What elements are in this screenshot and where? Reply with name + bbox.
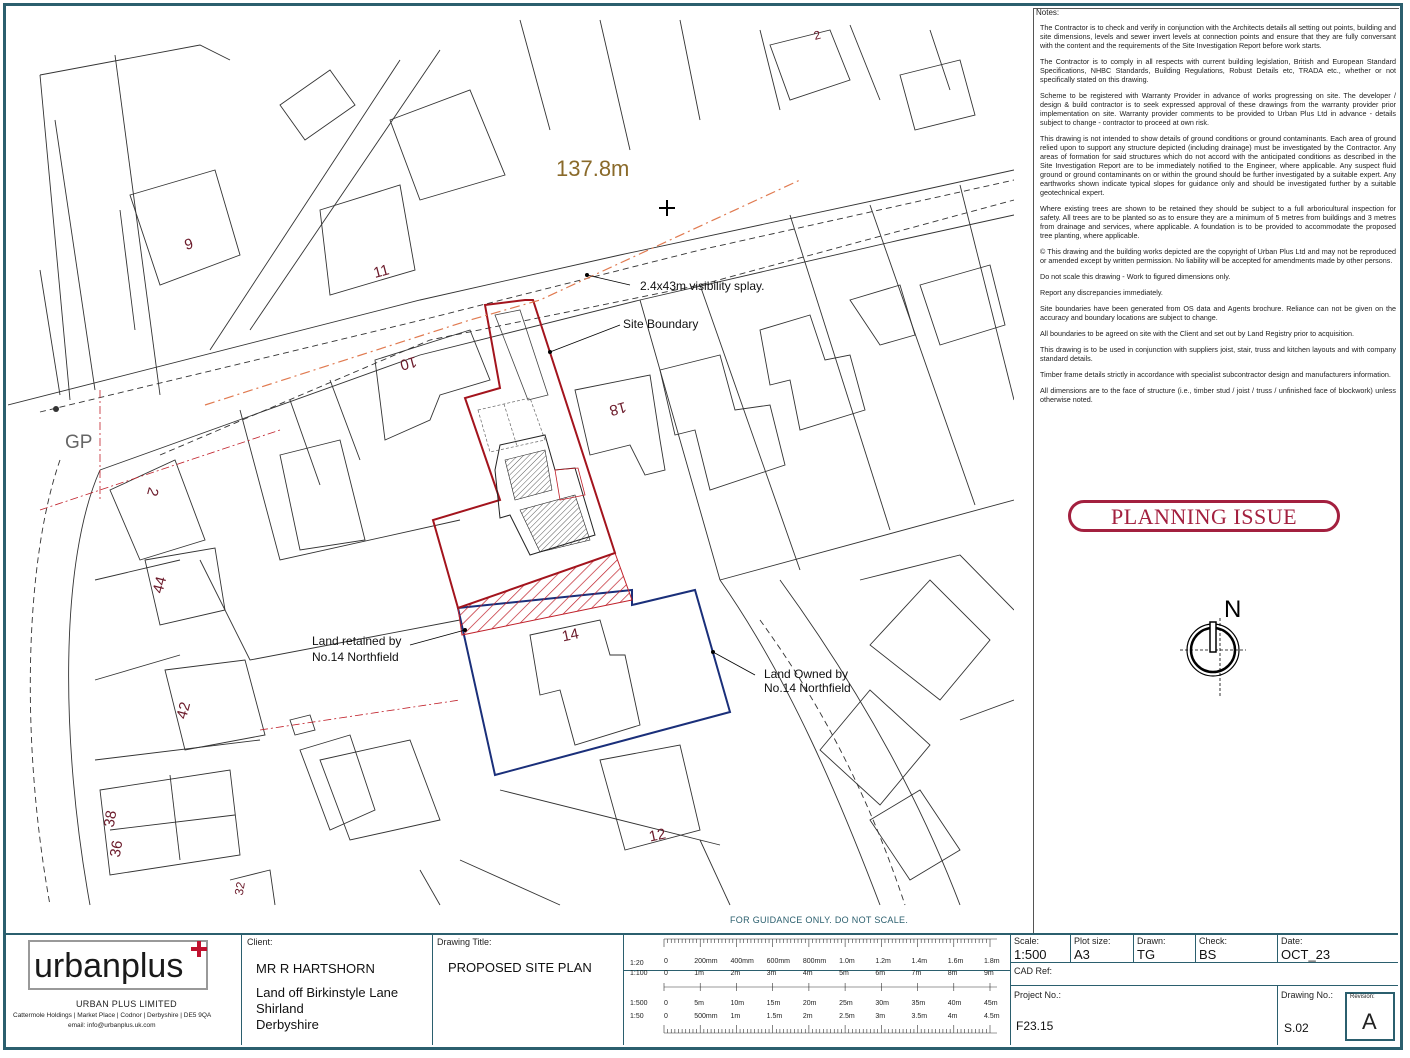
- scale-tick-label: 2m: [802, 1013, 813, 1020]
- note-paragraph: Do not scale this drawing - Work to figured dimensions only.: [1040, 272, 1231, 281]
- road-edge-south: [100, 215, 1014, 470]
- scale-tick-label: 45m: [984, 1000, 998, 1007]
- road-curve-west-dash: [30, 460, 60, 905]
- scale-tick-label: 1.4m: [911, 958, 928, 965]
- house-number: 44: [149, 574, 171, 596]
- scale-tick-label: 30m: [875, 1000, 889, 1007]
- scale-tick-label: 20m: [802, 1000, 817, 1007]
- note-paragraph: This drawing is not intended to show details of ground conditions or ground contaminants. Each area of ground relied upon to support any structure depicted (including drainage) must be investigated by the Contractor. Any areas of formation for said structures which do not accord with the anticipated conditions as described in the Site Investigation Report are to be immediately notified to the Engineer, where applicable. Any suspect fluid ground or ground contaminants on or within the ground should be further investigated by a suitable expert. Any earthworks shown indicate typical slopes for guidance only and should be investigated further by a suitable geotechnical expert.: [1040, 134, 1396, 197]
- notes-divider: [1033, 8, 1034, 933]
- gp-label: GP: [65, 432, 93, 453]
- scale-value: 1:500: [1014, 947, 1047, 962]
- check-label: Check:: [1199, 936, 1228, 946]
- scale-tick-label: 35m: [911, 1000, 926, 1007]
- company-name: URBAN PLUS LIMITED: [76, 999, 177, 1009]
- site-address-line1: Land off Birkinstyle Lane: [256, 985, 399, 1000]
- height-marker: [659, 200, 675, 216]
- gp-point: [53, 406, 59, 412]
- client-label: Client:: [247, 937, 273, 947]
- note-paragraph: This drawing is to be used in conjunction with suppliers joist, stair, truss and kitchen layouts and with company standard details.: [1040, 345, 1396, 363]
- drawing-title: PROPOSED SITE PLAN: [448, 960, 592, 975]
- company-logo: [34, 947, 183, 986]
- logo-plus-icon: [190, 940, 208, 958]
- house-18: [575, 375, 665, 475]
- scale-tick-label: 1m: [694, 970, 704, 977]
- scale-tick-label: 600mm: [766, 958, 791, 965]
- house-number: 12: [647, 825, 668, 846]
- note-paragraph: Where existing trees are shown to be retained they should be subject to a full arboricultural inspection for safety. All trees are to be planted so as to ensure they are a minimum of 5 metres from buildings and 3 metres from drainage and services, where applicable. A foundation is to be provided to accommodate the proposed tree planting, where applicable.: [1040, 204, 1396, 240]
- site-boundary: [433, 300, 615, 608]
- scale-tick-label: 5m: [694, 1000, 704, 1007]
- revision-value: A: [1362, 1009, 1377, 1034]
- scale-row-label: 1:100: [630, 970, 648, 977]
- scale-tick-label: 1.6m: [947, 958, 964, 965]
- scale-tick-label: 25m: [839, 1000, 853, 1007]
- road-curve-west: [69, 470, 100, 905]
- scale-tick-label: 3m: [875, 1013, 886, 1020]
- house-number: 9: [182, 235, 196, 254]
- client-name: MR R HARTSHORN: [256, 961, 375, 976]
- scale-tick-label: 4m: [802, 970, 813, 977]
- land-retained-hatch: [458, 553, 632, 635]
- scale-tick-label: 0: [664, 958, 668, 965]
- drawing-no-value: S.02: [1284, 1021, 1309, 1035]
- house-14: [530, 620, 640, 745]
- scale-tick-label: 1.2m: [875, 958, 891, 965]
- drawing-no-label: Drawing No.:: [1281, 990, 1334, 1000]
- scale-tick-label: 2.5m: [839, 1013, 855, 1020]
- scale-row-label: 1:50: [630, 1013, 644, 1020]
- house-number: 2: [812, 27, 823, 43]
- scale-tick-label: 0: [664, 970, 668, 977]
- house-number: 11: [371, 261, 392, 282]
- scale-tick-label: 5m: [839, 970, 849, 977]
- site-boundary-label: Site Boundary: [623, 317, 699, 331]
- road-curve-east-dash: [760, 620, 905, 905]
- leader-visibility: [587, 275, 630, 285]
- scale-tick-label: 2m: [730, 970, 741, 977]
- scale-tick-label: 10m: [730, 1000, 745, 1007]
- scale-tick-label: 0: [664, 1000, 668, 1007]
- house-number: 10: [398, 352, 419, 374]
- scale-tick-label: 7m: [911, 970, 922, 977]
- site-address-line2: Shirland: [256, 1001, 304, 1016]
- house-number: 32: [231, 880, 248, 897]
- project-no-value: F23.15: [1016, 1019, 1054, 1033]
- lane-a: [210, 60, 400, 350]
- leader-land-retained: [410, 630, 465, 645]
- scale-tick-label: 8m: [947, 970, 958, 977]
- road-curve-east: [720, 580, 880, 905]
- drawn-value: TG: [1137, 947, 1156, 962]
- plot-size-label: Plot size:: [1074, 936, 1111, 946]
- scale-tick-label: 1m: [730, 1013, 741, 1020]
- leader-site-boundary: [550, 325, 620, 352]
- building-9: [130, 170, 240, 285]
- cad-ref-label: CAD Ref:: [1014, 966, 1053, 976]
- scale-tick-label: 15m: [766, 1000, 781, 1007]
- scale-tick-label: 200mm: [694, 958, 718, 965]
- north-label: N: [1224, 596, 1242, 623]
- scale-tick-label: 0: [664, 1013, 668, 1020]
- north-arrow-icon: [1180, 618, 1250, 698]
- house-number: 38: [100, 809, 121, 829]
- scale-bars: [624, 935, 1010, 1045]
- company-address: Cattermole Holdings | Market Place | Codnor | Derbyshire | DE5 9QA: [13, 1012, 212, 1019]
- scale-tick-label: 9m: [984, 970, 994, 977]
- scale-tick-label: 800mm: [802, 958, 827, 965]
- company-email: email: info@urbanplus.uk.com: [68, 1022, 156, 1029]
- road-edge-north: [8, 170, 1014, 405]
- check-value: BS: [1199, 947, 1217, 962]
- scale-tick-label: 3.5m: [911, 1013, 928, 1020]
- plot-size-value: A3: [1074, 947, 1090, 962]
- land-owned-label-1: Land Owned by: [764, 667, 849, 681]
- land-retained-label-1: Land retained by: [312, 634, 402, 648]
- scale-tick-label: 4m: [947, 1013, 958, 1020]
- road-dash-2: [160, 200, 1014, 455]
- building-11: [320, 185, 415, 295]
- house-block-1: [660, 355, 785, 490]
- house-number: 18: [607, 398, 629, 419]
- note-paragraph: All dimensions are to the face of structure (i.e., timber stud / joist / truss / unfinished face of blockwork) unless otherwise noted.: [1040, 386, 1396, 404]
- scale-tick-label: 500mm: [694, 1013, 718, 1020]
- house-2: [110, 460, 205, 560]
- house-number: 42: [173, 700, 195, 721]
- scale-row-label: 1:500: [630, 1000, 648, 1007]
- notes-panel: [1036, 8, 1396, 468]
- house-number: 14: [560, 625, 581, 646]
- house-sw-2: [820, 690, 930, 805]
- scale-label: Scale:: [1014, 936, 1040, 946]
- notes-heading: Notes:: [1036, 8, 1060, 17]
- house-number: 36: [106, 839, 127, 859]
- scale-tick-label: 1.5m: [766, 1013, 783, 1020]
- planning-issue-stamp: PLANNING ISSUE: [1068, 500, 1340, 532]
- house-number: 2: [143, 485, 162, 498]
- logo-wordmark: urbanplus: [34, 947, 184, 985]
- note-paragraph: Scheme to be registered with Warranty Provider in advance of works progressing on site. The developer / design & build contractor is to seek expressed approval of these drawings from the warranty provider prior implementation on site. Warranty provider comments to be provided to Urban Plus Ltd in advance - details subject to change - contractor to proceed at own risk.: [1040, 91, 1396, 127]
- site-address-line3: Derbyshire: [256, 1017, 319, 1032]
- visibility-label: 2.4x43m visibility splay.: [640, 279, 765, 293]
- note-paragraph: The Contractor is to check and verify in conjunction with the Architects details all setting out points, building and site dimensions, levels and sewer invert levels at connection points and ensure that they are fully conversant with the content and the requirements of the Site Investigation Report before work starts.: [1040, 23, 1396, 50]
- drawn-label: Drawn:: [1137, 936, 1166, 946]
- house-sw-1: [870, 580, 990, 700]
- road-dash-1: [40, 180, 1014, 412]
- road-curve-east-2: [780, 580, 960, 905]
- guidance-note: FOR GUIDANCE ONLY. DO NOT SCALE.: [730, 915, 909, 925]
- scale-tick-label: 40m: [947, 1000, 962, 1007]
- note-paragraph: Site boundaries have been generated from OS data and Agents brochure. Reliance can not be given on the accuracy and boundary locations are subject to change.: [1040, 304, 1396, 322]
- note-paragraph: The Contractor is to comply in all respects with current building legislation, British and European Standard Specifications, NHBC Standards, Building Regulations, Robust Details etc, TRADA etc., whether or not specifically stated on this drawing.: [1040, 57, 1396, 84]
- drawing-title-label: Drawing Title:: [437, 937, 492, 947]
- house-block-2: [760, 315, 865, 430]
- scale-tick-label: 400mm: [730, 958, 754, 965]
- land-owned-label-2: No.14 Northfield: [764, 681, 851, 695]
- scale-row-label: 1:20: [630, 960, 644, 967]
- revision-label: Revision:: [1350, 994, 1375, 1000]
- height-label: 137.8m: [556, 156, 630, 181]
- note-paragraph: Timber frame details strictly in accordance with specialist subcontractor design and manufacturers information.: [1040, 370, 1391, 379]
- scale-tick-label: 1.8m: [984, 958, 1000, 965]
- project-no-label: Project No.:: [1014, 990, 1062, 1000]
- note-paragraph: © This drawing and the building works depicted are the copyright of Urban Plus Ltd and may not be reproduced or amended except by written permission. No liability will be accepted for amendments made by other persons.: [1040, 247, 1396, 265]
- date-label: Date:: [1281, 936, 1303, 946]
- lane-b: [250, 50, 440, 330]
- scale-tick-label: 6m: [875, 970, 886, 977]
- scale-tick-label: 3m: [766, 970, 777, 977]
- note-paragraph: Report any discrepancies immediately.: [1040, 288, 1163, 297]
- scale-tick-label: 4.5m: [984, 1013, 1000, 1020]
- scale-tick-label: 1.0m: [839, 958, 855, 965]
- land-retained-label-2: No.14 Northfield: [312, 650, 399, 664]
- note-paragraph: All boundaries to be agreed on site with the Client and set out by Land Registry prior to acquisition.: [1040, 329, 1355, 338]
- date-value: OCT_23: [1281, 947, 1331, 962]
